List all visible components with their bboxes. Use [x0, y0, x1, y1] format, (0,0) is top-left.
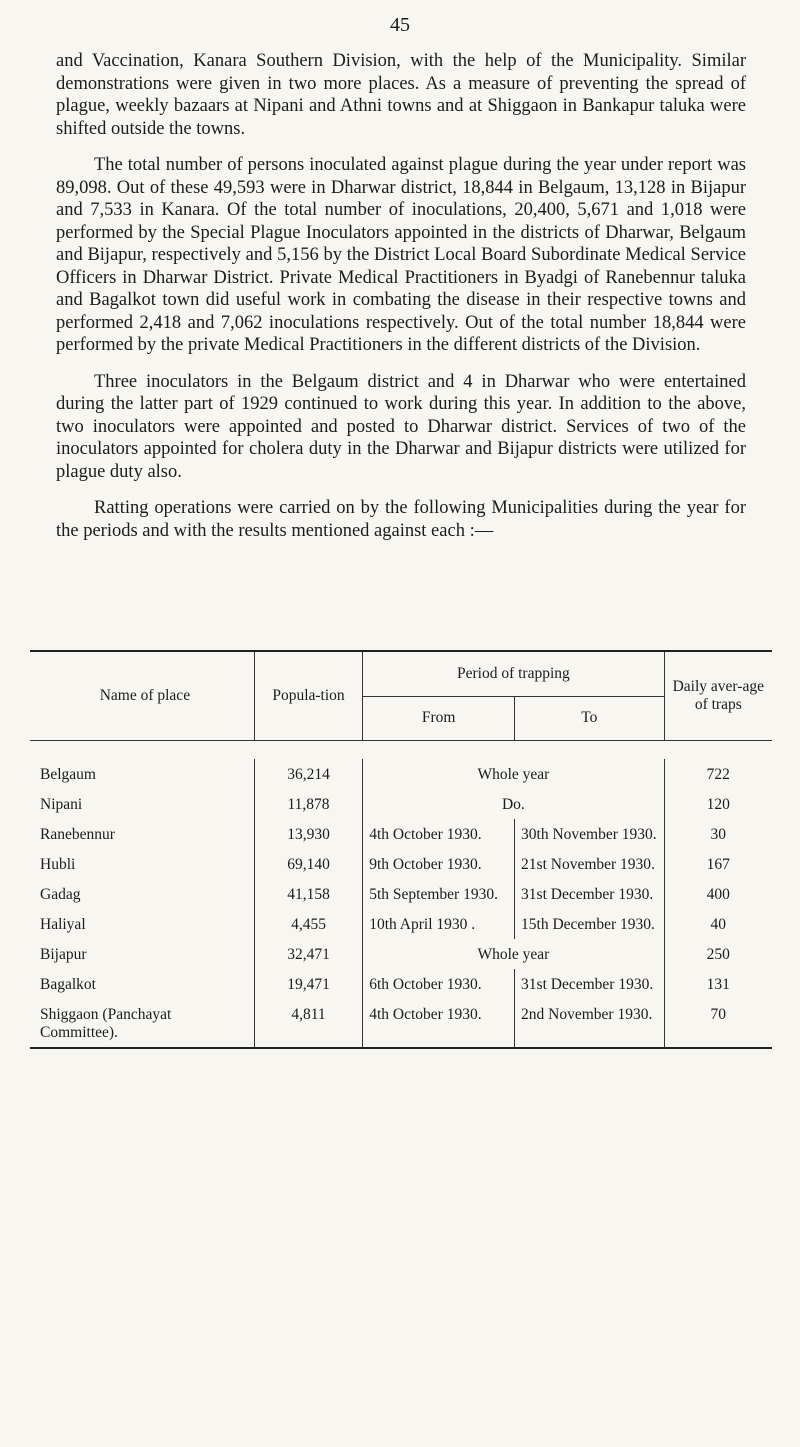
cell-from: 5th September 1930.	[363, 879, 515, 909]
paragraph-4: Ratting operations were carried on by the following Municipalities during the year for the periods and with the results mentioned against each :—	[56, 498, 746, 541]
cell-population: 13,930	[254, 819, 362, 849]
table-row	[30, 999, 772, 1047]
cell-from: 9th October 1930.	[363, 849, 515, 879]
cell-average: 400	[706, 886, 730, 903]
cell-name: Nipani	[30, 789, 254, 819]
ratting-table	[30, 650, 772, 1049]
cell-population: 11,878	[254, 789, 362, 819]
cell-population: 41,158	[254, 879, 362, 909]
cell-average: 30	[710, 826, 727, 843]
table-row	[30, 819, 772, 849]
cell-to: 15th December 1930.	[515, 909, 665, 939]
cell-from: 6th October 1930.	[363, 969, 515, 999]
paragraph-3: Three inoculators in the Belgaum district and 4 in Dharwar who were entertained during the latter part of 1929 continued to work during this year. In addition to the above, two inoculators were appointed and posted to Dharwar district. Services of two of the inoculators appointed for cholera duty in the Dharwar and Bijapur districts were utilized for plague duty also.	[56, 371, 746, 482]
cell-period-whole: Do.	[363, 789, 664, 819]
cell-average: 250	[706, 946, 730, 963]
table-row	[30, 759, 772, 789]
cell-population: 36,214	[254, 759, 362, 789]
cell-to: 2nd November 1930.	[515, 999, 665, 1047]
cell-average: 120	[706, 796, 730, 813]
cell-from: 4th October 1930.	[363, 819, 515, 849]
header-period: Period of trapping	[363, 651, 664, 696]
cell-name: Belgaum	[30, 759, 254, 789]
cell-average: 40	[710, 916, 727, 933]
cell-name: Shiggaon (Panchayat Committee).	[30, 999, 254, 1047]
cell-average: 722	[706, 766, 730, 783]
cell-to: 31st December 1930.	[515, 879, 665, 909]
table-row	[30, 969, 772, 999]
cell-average: 167	[706, 856, 730, 873]
paragraph-1: and Vaccination, Kanara Southern Division, with the help of the Municipality. Similar demonstrations were given in two more places. As a measure of preventing the spread of plague, weekly bazaars at Nipani and Athni towns and at Shiggaon in Bankapur taluka were shifted outside the towns.	[56, 51, 746, 139]
body-text	[56, 50, 746, 556]
table-row	[30, 849, 772, 879]
cell-from: 10th April 1930 .	[363, 909, 515, 939]
cell-period-whole: Whole year	[363, 759, 664, 789]
table-row	[30, 939, 772, 969]
cell-to: 21st November 1930.	[515, 849, 665, 879]
paragraph-2: The total number of persons inoculated against plague during the year under report was 89,098. Out of these 49,593 were in Dharwar district, 18,844 in Belgaum, 13,128 in Bijapur and 7,533 in Kanara. Of the total number of inoculations, 20,400, 5,671 and 1,018 were performed by the Special Plague Inoculators appointed in the districts of Dharwar, Belgaum and Bijapur, respectively and 5,156 by the District Local Board Subordinate Medical Service Officers in Dharwar District. Private Medical Practitioners in Byadgi of Ranebennur taluka and Bagalkot town did useful work in combating the disease in their respective towns and performed 2,418 and 7,062 inoculations respectively. Out of the total number 18,844 were performed by the private Medical Practitioners in the different districts of the Division.	[56, 155, 746, 355]
header-to: To	[515, 696, 665, 740]
cell-population: 32,471	[254, 939, 362, 969]
cell-population: 69,140	[254, 849, 362, 879]
cell-period-whole: Whole year	[363, 939, 664, 969]
table-row	[30, 789, 772, 819]
cell-name: Hubli	[30, 849, 254, 879]
cell-population: 4,455	[254, 909, 362, 939]
cell-average: 70	[710, 1006, 727, 1023]
header-name: Name of place	[30, 651, 254, 741]
cell-population: 4,811	[254, 999, 362, 1047]
cell-name: Bagalkot	[30, 969, 254, 999]
cell-name: Gadag	[30, 879, 254, 909]
cell-name: Haliyal	[30, 909, 254, 939]
table-body	[30, 759, 772, 1047]
page-number: 45	[390, 14, 410, 36]
cell-name: Ranebennur	[30, 819, 254, 849]
cell-average: 131	[706, 976, 730, 993]
table-row	[30, 879, 772, 909]
header-daily-average: Daily aver-age of traps	[672, 678, 764, 713]
cell-to: 31st December 1930.	[515, 969, 665, 999]
cell-population: 19,471	[254, 969, 362, 999]
cell-name: Bijapur	[30, 939, 254, 969]
header-from: From	[363, 696, 515, 740]
table-row	[30, 909, 772, 939]
cell-to: 30th November 1930.	[515, 819, 665, 849]
cell-from: 4th October 1930.	[363, 999, 515, 1047]
header-population: Popula-tion	[254, 651, 362, 741]
